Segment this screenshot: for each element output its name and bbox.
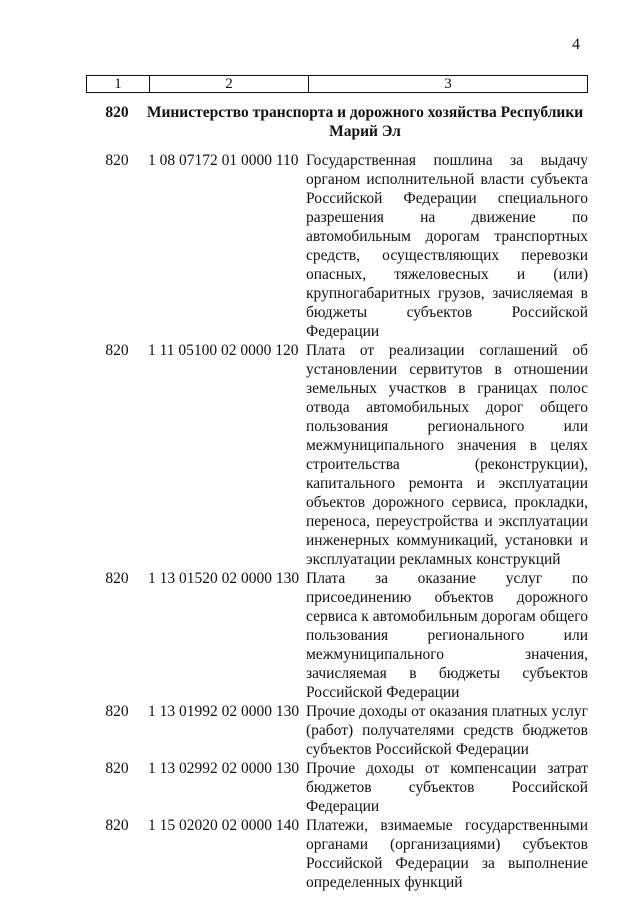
admin-code: 820 bbox=[105, 342, 129, 359]
revenue-name: Государственная пошлина за выдачу органом исполнительной власти субъекта Российской Федерации специального разрешения на движение по автомобильным дорогам транспортных средств, осуществляющих перевозки опасных, тяжеловесных и (или) крупногабаритных грузов, зачисляемая в бюджеты субъектов Российской Федерации bbox=[306, 152, 588, 340]
admin-code: 820 bbox=[105, 570, 129, 587]
admin-code: 820 bbox=[105, 817, 129, 834]
admin-code: 820 bbox=[105, 703, 129, 720]
table-row bbox=[86, 151, 588, 341]
revenue-name: Плата от реализации соглашений об установлении сервитутов в отношении земельных участков в границах полос отвода автомобильных дорог общего пользования регионального или межмуниципального значения в целях строительства (реконструкции), капитального ремонта и эксплуатации объектов дорожного сервиса, прокладки, переноса, переустройства и эксплуатации инженерных коммуникаций, установки и эксплуатации рекламных конструкций bbox=[306, 342, 588, 568]
budget-classification-code: 1 15 02020 02 0000 140 bbox=[148, 817, 300, 834]
column-header-3: 3 bbox=[309, 76, 588, 93]
column-header-1: 1 bbox=[87, 76, 150, 93]
admin-code: 820 bbox=[105, 152, 129, 169]
ministry-title: Министерство транспорта и дорожного хозяйства Республики Марий Эл bbox=[146, 104, 584, 140]
column-header-table bbox=[86, 75, 588, 93]
column-header-2: 2 bbox=[150, 76, 309, 93]
budget-classification-code: 1 11 05100 02 0000 120 bbox=[148, 342, 299, 359]
table-row bbox=[86, 702, 588, 759]
ministry-heading-row bbox=[86, 103, 588, 141]
revenue-name: Плата за оказание услуг по присоединению объектов дорожного сервиса к автомобильным дорогам общего пользования регионального или межмуниципального значения, зачисляемая в бюджеты субъектов Российской Федерации bbox=[306, 570, 588, 701]
revenue-name: Прочие доходы от компенсации затрат бюджетов субъектов Российской Федерации bbox=[306, 760, 588, 815]
budget-classification-code: 1 13 01520 02 0000 130 bbox=[148, 570, 300, 587]
table-row bbox=[86, 341, 588, 569]
heading-admin-code: 820 bbox=[105, 104, 129, 121]
budget-classification-code: 1 08 07172 01 0000 110 bbox=[148, 152, 299, 169]
budget-classification-code: 1 13 01992 02 0000 130 bbox=[148, 703, 300, 720]
budget-classification-code: 1 13 02992 02 0000 130 bbox=[148, 760, 300, 777]
table-row bbox=[86, 816, 588, 892]
table-row bbox=[86, 569, 588, 702]
revenue-name: Платежи, взимаемые государственными органами (организациями) субъектов Российской Федерации за выполнение определенных функций bbox=[306, 817, 588, 891]
table-row bbox=[86, 759, 588, 816]
revenue-name: Прочие доходы от оказания платных услуг (работ) получателями средств бюджетов субъектов Российской Федерации bbox=[306, 703, 588, 758]
admin-code: 820 bbox=[105, 760, 129, 777]
page-number: 4 bbox=[572, 36, 580, 53]
revenue-table-body bbox=[86, 103, 588, 892]
